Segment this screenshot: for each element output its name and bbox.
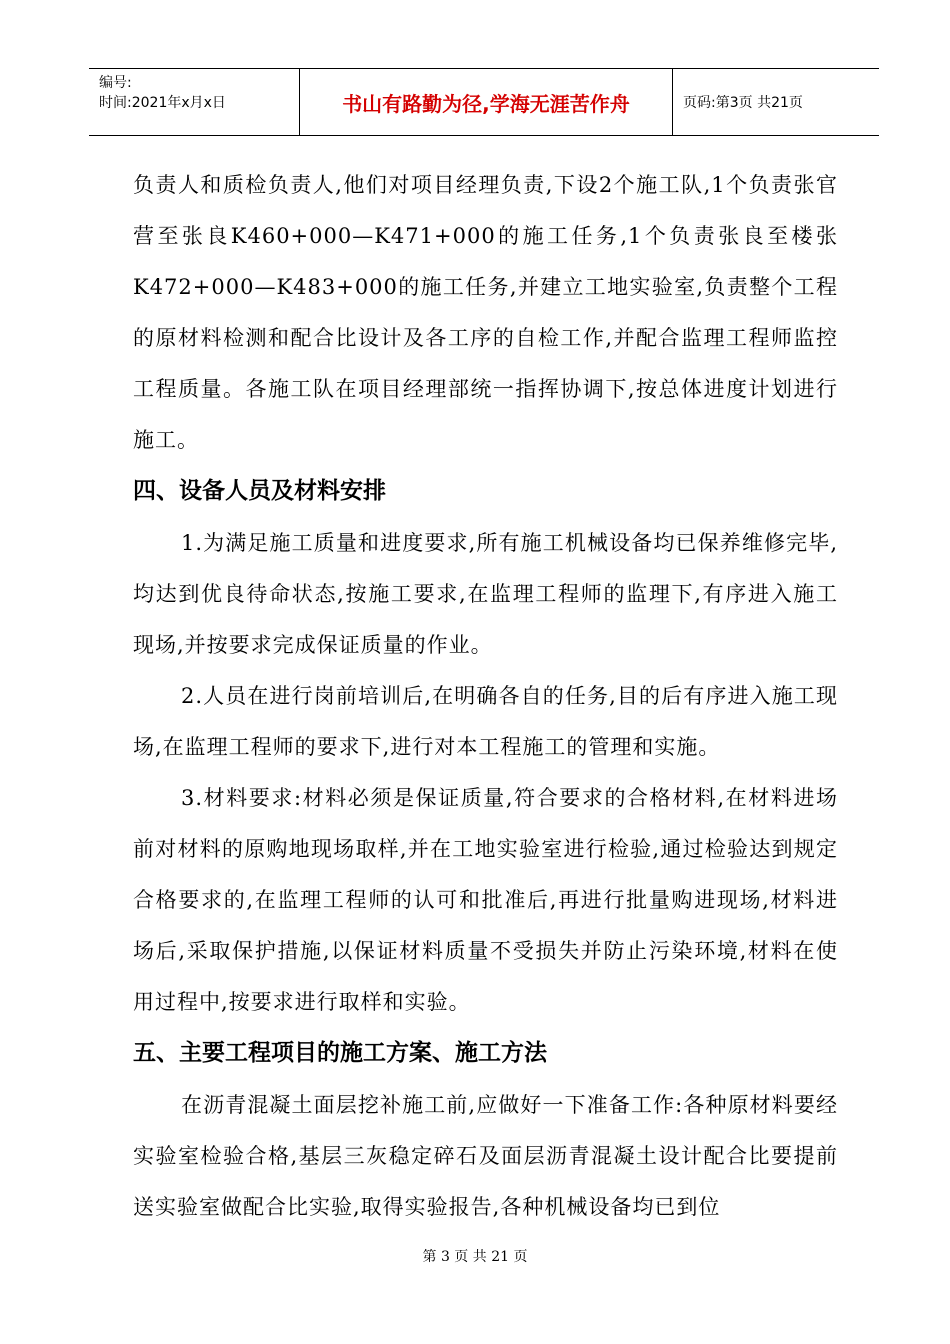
- number-label: 编号:: [99, 75, 132, 91]
- item-3-paragraph: 3.材料要求:材料必须是保证质量,符合要求的合格材料,在材料进场前对材料的原购地现场取样,并在工地实验室进行检验,通过检验达到规定合格要求的,在监理工程师的认可和批准后,再进行批量购进现场,材料进场后,采取保护措施,以保证材料质量不受损失并防止污染环境,材料在使用过程中,按要求进行取样和实验。: [133, 786, 838, 1014]
- document-header: [89, 68, 879, 136]
- item-1-paragraph: 1.为满足施工质量和进度要求,所有施工机械设备均已保养维修完毕,均达到优良待命状态,按施工要求,在监理工程师的监理下,有序进入施工现场,并按要求完成保证质量的作业。: [133, 531, 838, 657]
- section-5-heading: 五、主要工程项目的施工方案、施工方法: [133, 1040, 547, 1066]
- time-label: 时间:2021年x月x日: [99, 95, 226, 111]
- header-page-info: 页码:第3页 共21页: [673, 69, 880, 136]
- section-5-paragraph: 在沥青混凝土面层挖补施工前,应做好一下准备工作:各种原材料要经实验室检验合格,基层三灰稳定碎石及面层沥青混凝土设计配合比要提前送实验室做配合比实验,取得实验报告,各种机械设备均已到位: [133, 1093, 838, 1219]
- item-2-paragraph: 2.人员在进行岗前培训后,在明确各自的任务,目的后有序进入施工现场,在监理工程师的要求下,进行对本工程施工的管理和实施。: [133, 684, 838, 759]
- header-meta-cell: [89, 69, 300, 136]
- document-body: [133, 160, 838, 1233]
- section-4-heading: 四、设备人员及材料安排: [133, 478, 386, 504]
- intro-paragraph: 负责人和质检负责人,他们对项目经理负责,下设2个施工队,1个负责张官营至张良K460+000—K471+000的施工任务,1个负责张良至楼张K472+000—K483+000的施工任务,并建立工地实验室,负责整个工程的原材料检测和配合比设计及各工序的自检工作,并配合监理工程师监控工程质量。各施工队在项目经理部统一指挥协调下,按总体进度计划进行施工。: [133, 173, 838, 452]
- header-motto: 书山有路勤为径,学海无涯苦作舟: [300, 69, 673, 136]
- page-footer: 第 3 页 共 21 页: [422, 1249, 528, 1265]
